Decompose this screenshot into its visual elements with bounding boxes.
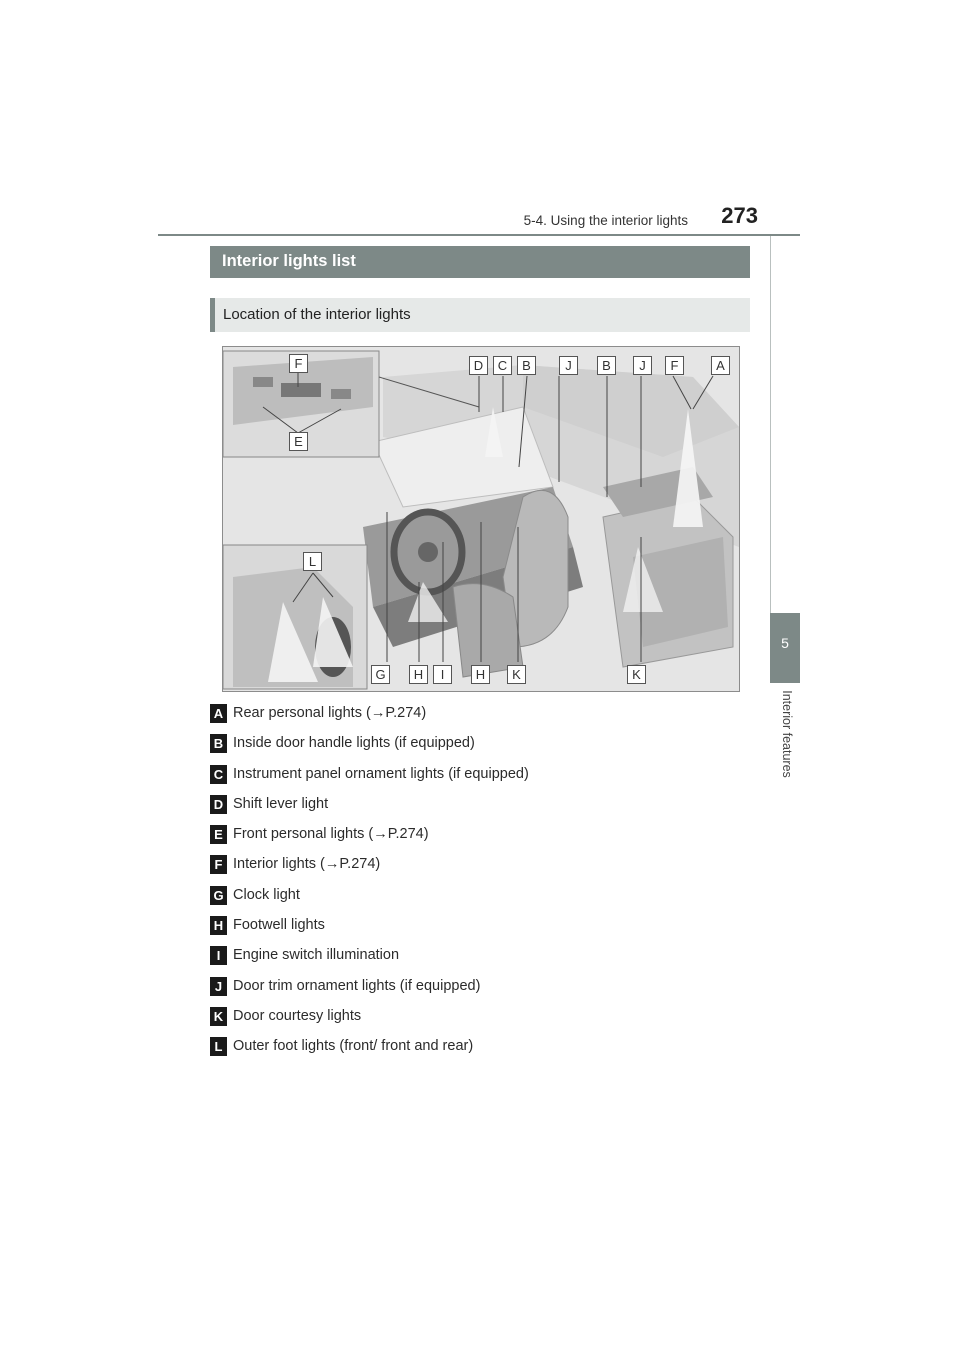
- list-item: [210, 795, 750, 825]
- list-item: [210, 916, 750, 946]
- list-item: [210, 1007, 750, 1037]
- item-text: Shift lever light: [233, 795, 329, 812]
- item-letter-badge: C: [210, 765, 227, 784]
- list-item: [210, 977, 750, 1007]
- chapter-title-text: Interior features: [780, 690, 794, 778]
- item-text: Interior lights (→P.274): [233, 856, 381, 873]
- diagram-label-i: I: [433, 665, 452, 684]
- car-interior-illustration: [223, 347, 740, 692]
- item-text: Door courtesy lights: [233, 1007, 362, 1024]
- item-letter-badge: E: [210, 825, 227, 844]
- section-title: Interior lights list: [222, 252, 356, 270]
- item-letter-badge: I: [210, 946, 227, 965]
- diagram-label-f: F: [665, 356, 684, 375]
- item-letter-badge: H: [210, 916, 227, 935]
- item-letter-badge: A: [210, 704, 227, 723]
- item-text: Engine switch illumination: [233, 947, 400, 964]
- diagram-label-b: B: [517, 356, 536, 375]
- header-rule: [158, 234, 800, 236]
- diagram-label-h-2: H: [471, 665, 490, 684]
- diagram-label-d: D: [469, 356, 488, 375]
- item-text: Footwell lights: [233, 917, 325, 934]
- chapter-number: 5: [781, 635, 789, 651]
- list-item: [210, 825, 750, 855]
- item-text: Outer foot lights (front/ front and rear): [233, 1038, 474, 1055]
- diagram-label-h: H: [409, 665, 428, 684]
- list-item: [210, 886, 750, 916]
- section-heading: [210, 246, 750, 278]
- side-rule: [770, 236, 771, 613]
- item-letter-badge: B: [210, 734, 227, 753]
- list-item: [210, 765, 750, 795]
- item-letter-badge: J: [210, 977, 227, 996]
- item-letter-badge: G: [210, 886, 227, 905]
- subsection-title: Location of the interior lights: [223, 306, 411, 323]
- list-item: [210, 946, 750, 976]
- diagram-label-j: J: [559, 356, 578, 375]
- page-header: [158, 200, 800, 236]
- chapter-title: [778, 684, 796, 784]
- item-text: Rear personal lights (→P.274): [233, 705, 427, 721]
- chapter-tab[interactable]: [770, 613, 800, 683]
- diagram-label-a: A: [711, 356, 730, 375]
- diagram-label-j-2: J: [633, 356, 652, 375]
- inset-label-e: E: [289, 432, 308, 451]
- item-letter-badge: D: [210, 795, 227, 814]
- diagram-label-k: K: [507, 665, 526, 684]
- list-item: [210, 855, 750, 885]
- list-item: [210, 704, 750, 734]
- item-letter-badge: K: [210, 1007, 227, 1026]
- item-letter-badge: L: [210, 1037, 227, 1056]
- interior-lights-list: [210, 704, 750, 1068]
- inset-label-l: L: [303, 552, 322, 571]
- diagram-label-c: C: [493, 356, 512, 375]
- list-item: [210, 1037, 750, 1067]
- diagram-label-g: G: [371, 665, 390, 684]
- diagram-label-k-2: K: [627, 665, 646, 684]
- subsection-heading: [210, 298, 750, 332]
- list-item: [210, 734, 750, 764]
- item-letter-badge: F: [210, 855, 227, 874]
- page-number: 273: [721, 203, 758, 228]
- inset-label-f: F: [289, 354, 308, 373]
- diagram-label-b-2: B: [597, 356, 616, 375]
- item-text: Front personal lights (→P.274): [233, 826, 429, 843]
- header-section-title: 5-4. Using the interior lights: [523, 213, 688, 228]
- item-text: Door trim ornament lights (if equipped): [233, 977, 481, 994]
- interior-lights-diagram: [222, 346, 740, 692]
- item-text: Instrument panel ornament lights (if equipped): [233, 765, 529, 782]
- item-text: Clock light: [233, 886, 300, 903]
- item-text: Inside door handle lights (if equipped): [233, 735, 475, 752]
